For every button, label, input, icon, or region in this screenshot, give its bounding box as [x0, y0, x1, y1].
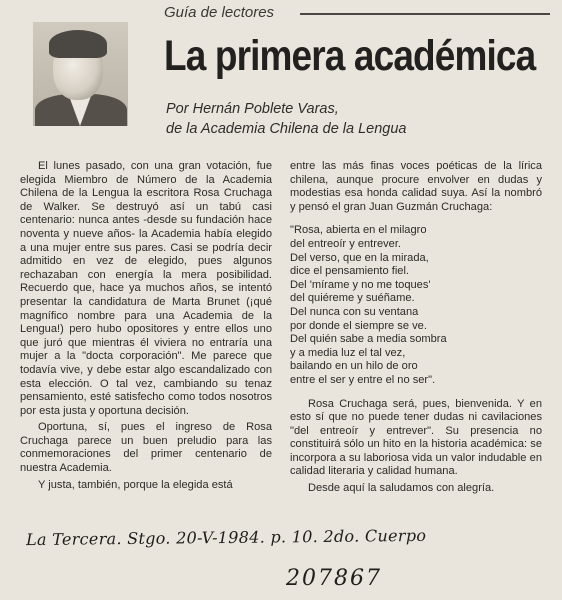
- paragraph: Desde aquí la saludamos con alegría.: [308, 482, 495, 495]
- poem-line: y a media luz el tal vez,: [290, 346, 406, 359]
- author-photo: [33, 22, 128, 126]
- poem-line: "Rosa, abierta en el milagro: [290, 224, 427, 237]
- article-title: La primera académica: [164, 32, 536, 80]
- paragraph: Y justa, también, porque la elegida está: [38, 478, 233, 491]
- section-label: Guía de lectores: [164, 4, 275, 21]
- paragraph: Oportuna, sí, pues el ingreso de Rosa Cruchaga parece un buen preludio para las conmemoraciones del primer centenario de nuestra Academia.: [20, 421, 272, 475]
- poem-line: del entreoír y entrever.: [290, 237, 401, 250]
- poem: [290, 224, 542, 387]
- poem-line: dice el pensamiento fiel.: [290, 265, 410, 278]
- poem-line: del quiéreme y suéñame.: [290, 292, 415, 305]
- byline: [166, 99, 407, 139]
- poem-line: Del 'mírame y no me toques': [290, 278, 431, 291]
- paragraph: entre las más finas voces poéticas de la lírica chilena, aunque procure envolver en dudas y modestias esa honda calidad suya. Así la nombró y pensó el gran Juan Guzmán Cruchaga:: [290, 160, 542, 213]
- poem-line: por donde el siempre se ve.: [290, 319, 427, 332]
- right-column: [290, 160, 542, 496]
- poem-line: entre el ser y entre el no ser".: [290, 373, 436, 386]
- byline-affiliation: de la Academia Chilena de la Lengua: [166, 121, 407, 137]
- byline-author: Por Hernán Poblete Varas,: [166, 101, 339, 117]
- photo-hair: [49, 30, 107, 58]
- paragraph: El lunes pasado, con una gran votación, fue elegida Miembro de Número de la Academia Chilena de la Lengua la escritora Rosa Cruchaga de Walker. Se destruyó así un tabú casi centenario: nunca antes -desde su fundación hace noventa y nueve años- la Academia había elegido a una mujer entre sus pares. Casi se podría decir admitido en vez de elegido, pues algunos rechazaban con energía la mera posibilidad. Recuerdo que, hace ya muchos años, se intentó presentar la candidatura de Marta Brunet (¡qué magnífico nombre para una Academia de la Lengua!) pero hubo opositores y entre ellos uno que juró que mientras él viviera no entraría una mujer a la "docta corporación". Me parece que todavía vive, y debe estar algo escandalizado con esta elección. O tal vez, cambiando su tenaz pensamiento, esté satisfecho como todos nosotros por esta justa y oportuna decisión.: [20, 160, 272, 417]
- handwritten-citation: La Tercera. Stgo. 20-V-1984. p. 10. 2do. Cuerpo: [25, 525, 427, 550]
- poem-line: Del quién sabe a media sombra: [290, 333, 447, 346]
- poem-line: Del nunca con su ventana: [290, 305, 419, 318]
- poem-line: bailando en un hilo de oro: [290, 360, 418, 373]
- poem-line: Del verso, que en la mirada,: [290, 251, 429, 264]
- section-rule: [300, 13, 550, 15]
- paragraph: Rosa Cruchaga será, pues, bienvenida. Y en esto sí que no puede tener dudas ni cavilaciones "del entreoír y entrever". Su presencia no constituirá sólo un hito en la historia académica: se incorpora a su laboriosa vida un valor indudable en calidad literaria y calidad humana.: [290, 397, 542, 478]
- handwritten-number: 207867: [286, 566, 382, 591]
- left-column: [20, 160, 272, 492]
